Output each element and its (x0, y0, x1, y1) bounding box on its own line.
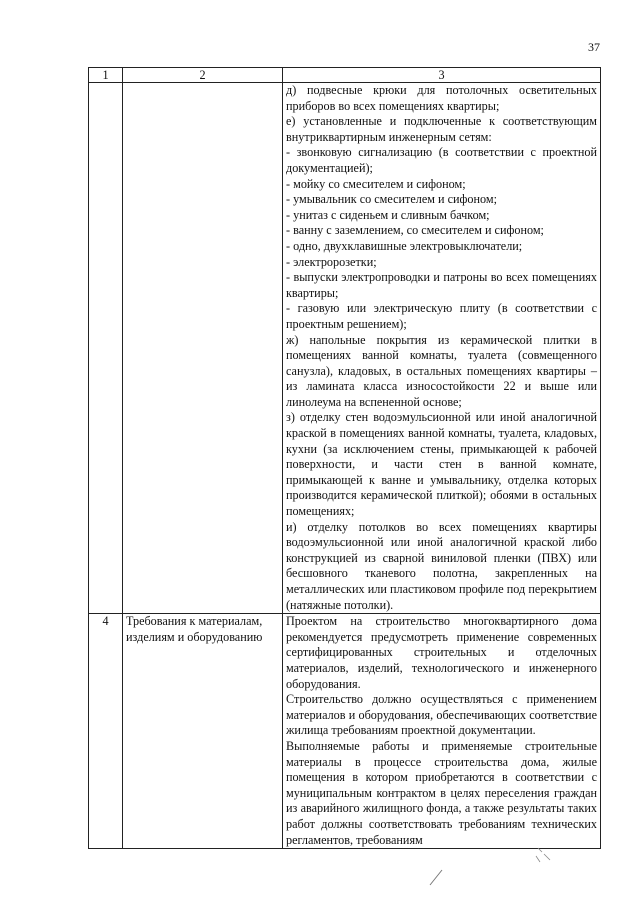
list-item: и) отделку потолков во всех помещениях квартиры водоэмульсионной или иной аналогичной краской либо конструкцией из сварной виниловой пленки (ПВХ) или бесшовного тканевого полотна, закрепленных на металлических или пластиковом профиле под перекрытием (натяжные потолки). (286, 519, 597, 612)
list-item: з) отделку стен водоэмульсионной или иной аналогичной краской в помещениях ванной комнаты, туалета, кладовых, кухни (за исключением стены, примыкающей к рабочей поверхности, и части стен в ванной комнате, примыкающей к ванне и умывальнику, отделка которых производится керамической плиткой); обоями в остальных помещениях; (286, 410, 597, 519)
table-row-continued (89, 83, 601, 614)
header-col-2: 2 (123, 68, 283, 83)
list-item: - выпуски электропроводки и патроны во всех помещениях квартиры; (286, 270, 597, 300)
row-continued-content (283, 83, 601, 614)
row-continued-number (89, 83, 123, 614)
page-number: 37 (588, 40, 600, 54)
list-item: ж) напольные покрытия из керамической плитки в помещениях ванной комнаты, туалета (совмещенного санузла), кладовых, в остальных помещениях квартиры – из ламината класса износостойкости 22 и выше или линолеума на вспененной основе; (286, 332, 597, 409)
header-col-1: 1 (89, 68, 123, 83)
paragraph: Выполняемые работы и применяемые строительные материалы в процессе строительства дома, жилые помещения в котором приобретаются в соответствии с муниципальным контрактом в целях переселения граждан из аварийного жилищного фонда, а также результаты таких работ должны соответствовать требованиям технических регламентов, требованиям (286, 738, 597, 847)
list-item: д) подвесные крюки для потолочных осветительных приборов во всех помещениях квартиры; (286, 83, 597, 113)
list-item: - умывальник со смесителем и сифоном; (286, 192, 497, 207)
header-col-3: 3 (283, 68, 601, 83)
list-item: - ванну с заземлением, со смесителем и сифоном; (286, 223, 544, 238)
list-item: - мойку со смесителем и сифоном; (286, 176, 466, 191)
scan-marks (420, 840, 560, 890)
list-item: - газовую или электрическую плиту (в соответствии с проектным решением); (286, 301, 597, 331)
row-4-number: 4 (89, 614, 123, 849)
paragraph: Проектом на строительство многоквартирного дома рекомендуется предусмотреть применение современных сертифицированных строительных и отделочных материалов, изделий, технологического и инженерного оборудования. (286, 614, 597, 691)
list-item: - звонковую сигнализацию (в соответствии с проектной документацией); (286, 145, 597, 175)
requirements-table (88, 67, 601, 849)
row-4-title: Требования к материалам, изделиям и оборудованию (123, 614, 283, 849)
list-item: - электророзетки; (286, 254, 377, 269)
row-continued-title (123, 83, 283, 614)
list-item: е) установленные и подключенные к соответствующим внутриквартирным инженерным сетям: (286, 114, 597, 144)
row-4-content (283, 614, 601, 849)
paragraph: Строительство должно осуществляться с применением материалов и оборудования, обеспечивающих соответствие жилища требованиям проектной документации. (286, 692, 597, 738)
list-item: - одно, двухклавишные электровыключатели; (286, 238, 523, 253)
table-row-4 (89, 614, 601, 849)
list-item: - унитаз с сиденьем и сливным бачком; (286, 207, 490, 222)
table-header-row (89, 68, 601, 83)
